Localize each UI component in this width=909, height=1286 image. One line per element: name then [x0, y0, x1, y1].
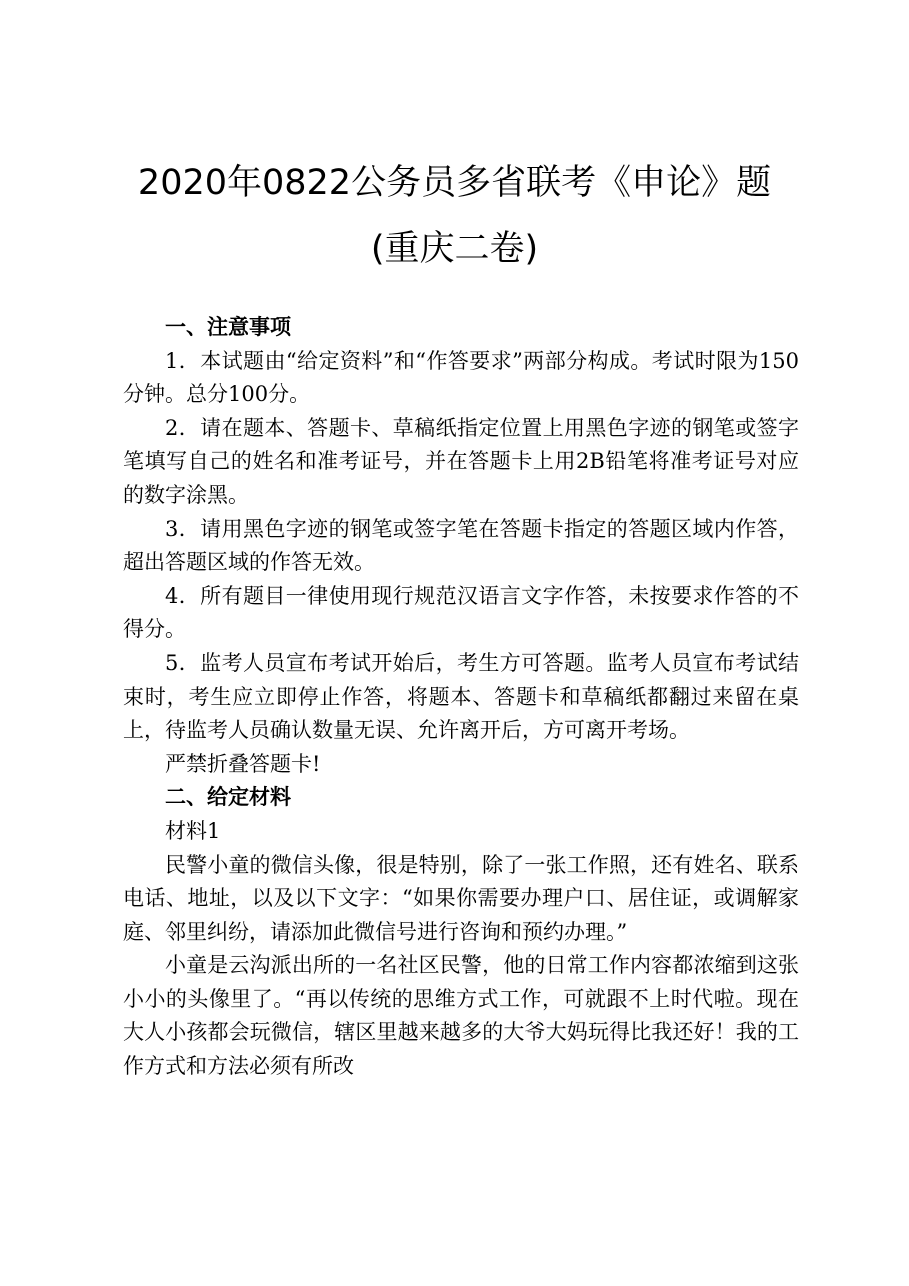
section-heading-notes: 一、注意事项 — [165, 315, 291, 339]
document-subtitle: (重庆二卷) — [370, 229, 539, 269]
warning-text: 严禁折叠答题卡! — [165, 751, 321, 776]
note-item: 4．所有题目一律使用现行规范汉语言文字作答，未按要求作答的不得分。 — [123, 583, 799, 642]
material-label: 材料1 — [165, 818, 221, 843]
material-paragraph: 民警小童的微信头像，很是特别，除了一张工作照，还有姓名、联系电话、地址，以及以下文字：“如果你需要办理户口、居住证，或调解家庭、邻里纠纷，请添加此微信号进行咨询和预约办理。” — [123, 852, 799, 944]
document-body — [123, 311, 799, 1084]
material-paragraph: 小童是云沟派出所的一名社区民警，他的日常工作内容都浓缩到这张小小的头像里了。“再以传统的思维方式工作，可就跟不上时代啦。现在大人小孩都会玩微信，辖区里越来越多的大爷大妈玩得比我还好！我的工作方式和方法必须有所改 — [123, 953, 799, 1079]
note-item: 2．请在题本、答题卡、草稿纸指定位置上用黑色字迹的钢笔或签字笔填写自己的姓名和准考证号，并在答题卡上用2B铅笔将准考证号对应的数字涂黑。 — [123, 415, 799, 507]
note-item: 3．请用黑色字迹的钢笔或签字笔在答题卡指定的答题区域内作答，超出答题区域的作答无效。 — [123, 516, 799, 575]
document-title: 2020年0822公务员多省联考《申论》题 — [137, 163, 772, 203]
section-heading-materials: 二、给定材料 — [165, 785, 291, 810]
note-item: 5．监考人员宣布考试开始后，考生方可答题。监考人员宣布考试结束时，考生应立即停止作答，将题本、答题卡和草稿纸都翻过来留在桌上，待监考人员确认数量无误、允许离开后，方可离开考场。 — [123, 650, 799, 743]
note-item: 1．本试题由“给定资料”和“作答要求”两部分构成。考试时限为150分钟。总分100分。 — [123, 348, 799, 407]
